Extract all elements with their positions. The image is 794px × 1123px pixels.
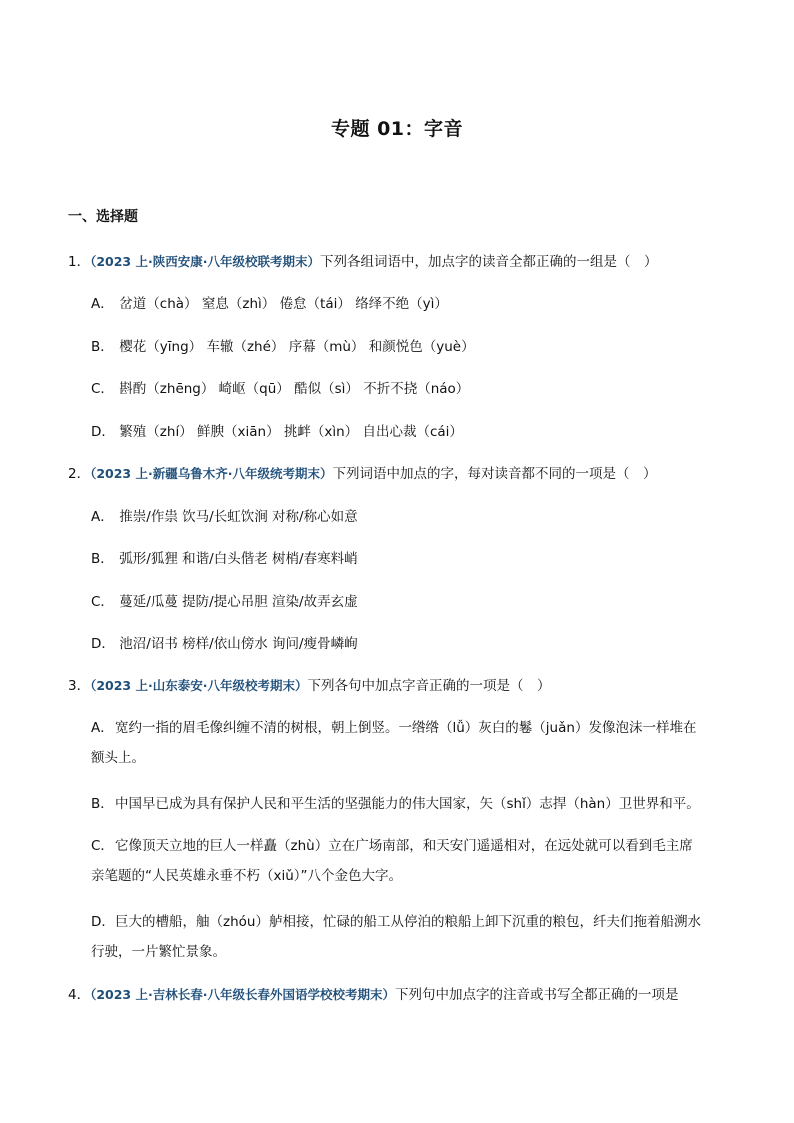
option-item: 不折不挠（náo） (363, 381, 470, 397)
question-1-stem (68, 250, 657, 270)
option-text: 宽约一指的眉毛像纠缠不清的树根，朝上倒竖。一绺绺（lǚ）灰白的鬈（juǎn）发像泡沫一样堆在 (115, 720, 697, 736)
question-text: 下列句中加点字的注音或书写全都正确的一项是 (394, 987, 679, 1003)
option-label: D． (91, 636, 115, 652)
question-2-option-d (91, 632, 358, 652)
option-item: 提防/提心吊胆 (182, 594, 268, 610)
question-1-option-b (91, 335, 475, 355)
option-item: 榜样/依山傍水 (182, 636, 268, 652)
option-label: C． (91, 838, 114, 854)
question-source: （2023 上·吉林长春·八年级长春外国语学校校考期末） (90, 987, 395, 1002)
option-item: 树梢/春寒料峭 (272, 551, 358, 567)
option-label: B． (91, 796, 114, 812)
option-label: A． (91, 720, 114, 736)
option-item: 推崇/作祟 (119, 509, 178, 525)
option-label: C． (91, 594, 114, 610)
option-item: 倦怠（tái） (279, 296, 351, 312)
question-source: （2023 上·陕西安康·八年级校联考期末） (90, 254, 320, 269)
question-2-stem (68, 462, 656, 482)
option-label: A． (91, 296, 114, 312)
option-item: 弧形/狐狸 (119, 551, 178, 567)
question-3-option-a (91, 716, 696, 736)
option-text: 巨大的槽船，舳（zhóu）舻相接，忙碌的船工从停泊的粮船上卸下沉重的粮包，纤夫们拖着船溯水 (115, 914, 701, 930)
option-item: 樱花（yīng） (119, 339, 203, 355)
question-2-option-b (91, 547, 358, 567)
question-3-option-d (91, 910, 701, 930)
option-item: 岔道（chà） (119, 296, 198, 312)
option-text-continued: 额头上。 (91, 750, 145, 766)
option-text-continued: 行驶，一片繁忙景象。 (91, 944, 226, 960)
question-1-option-c (91, 377, 469, 397)
question-text: 下列各句中加点字音正确的一项是（ ） (307, 678, 551, 694)
option-item: 渲染/故弄玄虚 (272, 594, 358, 610)
question-source: （2023 上·新疆乌鲁木齐·八年级统考期末） (90, 466, 333, 481)
option-item: 斟酌（zhēng） (119, 381, 215, 397)
question-1-option-a (91, 292, 448, 312)
question-4-stem (68, 983, 678, 1003)
option-label: A． (91, 509, 114, 525)
page-title: 专题 01：字音 (330, 118, 464, 140)
option-item: 饮马/长虹饮涧 (182, 509, 268, 525)
option-item: 窒息（zhì） (201, 296, 276, 312)
question-3-option-b (91, 792, 700, 812)
option-label: B． (91, 339, 114, 355)
option-item: 自出心裁（cái） (362, 424, 463, 440)
option-item: 繁殖（zhí） (119, 424, 193, 440)
question-2-option-c (91, 590, 358, 610)
option-item: 车辙（zhé） (206, 339, 285, 355)
option-label: C． (91, 381, 114, 397)
option-item: 询问/瘦骨嶙峋 (272, 636, 358, 652)
question-3-option-c (91, 834, 693, 854)
option-label: D． (91, 424, 115, 440)
option-text: 中国早已成为具有保护人民和平生活的坚强能力的伟大国家，矢（shǐ）志捍（hàn）卫世界和平。 (115, 796, 700, 812)
option-item: 崎岖（qū） (218, 381, 290, 397)
option-text-continued: 亲笔题的“人民英雄永垂不朽（xiǔ）”八个金色大字。 (91, 868, 403, 884)
option-item: 挑衅（xìn） (283, 424, 359, 440)
question-3-stem (68, 674, 550, 694)
option-label: B． (91, 551, 114, 567)
option-text: 它像顶天立地的巨人一样矗（zhù）立在广场南部，和天安门遥遥相对，在远处就可以看到毛主席 (115, 838, 693, 854)
option-item: 络绎不绝（yì） (355, 296, 448, 312)
question-number: 2． (68, 466, 91, 482)
option-item: 鲜腴（xiān） (197, 424, 280, 440)
option-item: 序幕（mù） (288, 339, 365, 355)
option-item: 和颜悦色（yuè） (368, 339, 475, 355)
option-item: 对称/称心如意 (272, 509, 358, 525)
option-label: D． (91, 914, 115, 930)
question-source: （2023 上·山东泰安·八年级校考期末） (90, 678, 308, 693)
question-text: 下列词语中加点的字，每对读音都不同的一项是（ ） (332, 466, 657, 482)
option-item: 和谐/白头偕老 (182, 551, 268, 567)
question-2-option-a (91, 505, 358, 525)
question-number: 3． (68, 678, 91, 694)
question-number: 1． (68, 254, 91, 270)
question-number: 4． (68, 987, 91, 1003)
question-1-option-d (91, 420, 463, 440)
option-item: 酷似（sì） (294, 381, 359, 397)
option-item: 蔓延/瓜蔓 (119, 594, 178, 610)
question-text: 下列各组词语中，加点字的读音全都正确的一组是（ ） (319, 254, 658, 270)
section-heading: 一、选择题 (68, 209, 138, 225)
option-item: 池沼/诏书 (119, 636, 178, 652)
